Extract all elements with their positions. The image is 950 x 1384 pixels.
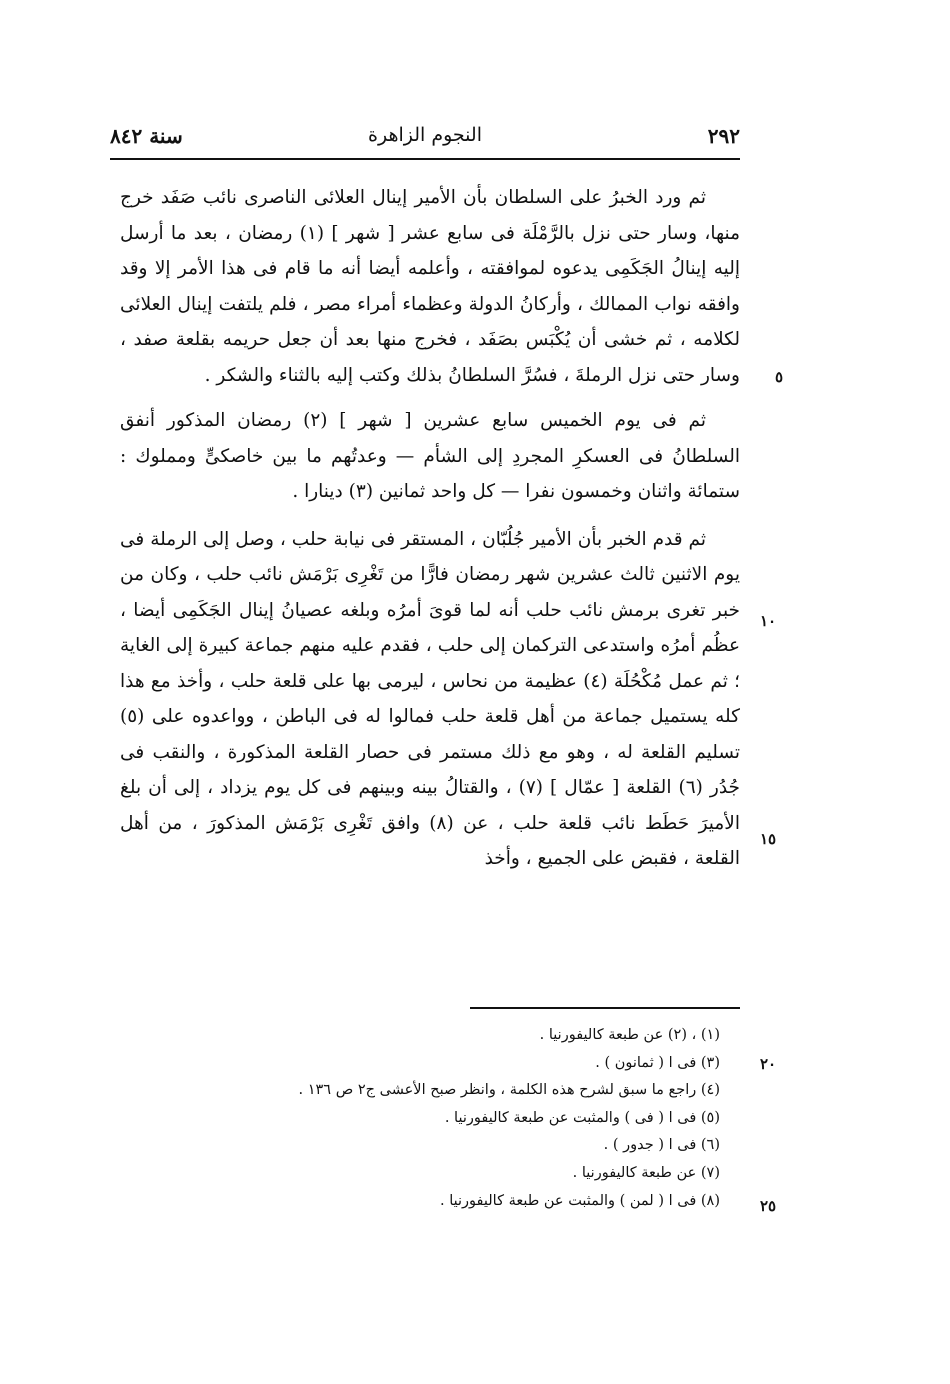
paragraph-1: ثم ورد الخبرُ على السلطان بأن الأمير إينال العلائى الناصرى نائب صَفَد خرج منها، وسار حتى نزل بالرَّمْلَة فى سابع عشر [ شهر ] (١) رمضان ، بعد ما أرسل إليه إينالُ الجَكَمِى يدعوه لموافقته ، وأعلمه أيضا أنه ما قام فى هذا الأمر إلا وقد وافقه نواب الممالك ، وأركانُ الدولة وعظماء أمراء مصر ، فلم يلتفت إينال العلائى لكلامه ، ثم خشى أن يُكْبَس بصَفَد ، فخرج منها بعد أن جعل حريمه بقلعة صفد ، وسار حتى نزل الرملةَ ، فسُرَّ السلطانُ بذلك وكتب إليه بالثناء والشكر . — [120, 187, 740, 386]
line-number-25: ٢٥ — [760, 1197, 777, 1215]
line-number-10: ١٠ — [760, 612, 777, 630]
footnote-item: (٣) فى ا ( ثمانون ) . — [595, 1054, 720, 1071]
footnote-item: (٥) فى ا ( فى ) والمثبت عن طبعة كاليفورنيا . — [444, 1109, 720, 1126]
header-rule — [110, 158, 740, 160]
footnotes — [180, 1022, 720, 1215]
main-text — [120, 180, 740, 877]
footnote-rule — [470, 1007, 740, 1009]
paragraph-3: ثم قدم الخبر بأن الأمير جُلُبّان ، المستقر فى نيابة حلب ، وصل إلى الرملة فى يوم الاثنين ثالث عشرين شهر رمضان فارًّا من تَغْرِى بَرْمَش نائب حلب ، وكان من خبر تغرى برمش نائب حلب أنه لما قوىَ أمرُه وبلغه عصيانُ إينال الجَكَمِى أيضا ، عظُم أمرُه واستدعى التركمان إلى حلب ، فقدم عليه منهم جماعة كبيرة إلى الغاية ؛ ثم عمل مُكْحُلَة (٤) عظيمة من نحاس ، ليرمى بها على قلعة حلب ، وأخذ مع هذا كله يستميل جماعة من أهل قلعة حلب فمالوا له فى الباطن ، وواعدوه على (٥) تسليم القلعة له ، وهو مع ذلك مستمر فى حصار القلعة المذكورة ، والنقب فى جُدُر (٦) القلعة [ عمّال ] (٧) ، والقتالُ بينه وبينهم فى كل يوم يزداد ، إلى أن بلغ الأميرَ حَطَط نائب قلعة حلب ، عن (٨) وافق تَغْرِى بَرْمَش المذكورَ ، من أهل القلعة ، فقبض على الجميع ، وأخذ — [120, 528, 741, 869]
book-title: النجوم الزاهرة — [368, 124, 482, 146]
footnote-item: (٤) راجع ما سبق لشرح هذه الكلمة ، وانظر صبح الأعشى ج٢ ص ١٣٦ . — [298, 1082, 720, 1099]
line-number-5: ٥ — [775, 368, 784, 386]
page-number: ٢٩٢ — [707, 124, 740, 148]
line-number-20: ٢٠ — [760, 1055, 777, 1073]
paragraph-2: ثم فى يوم الخميس سابع عشرين [ شهر ] (٢) رمضان المذكور أنفق السلطانُ فى العسكرِ المجردِ إلى الشأم — وعدتُهم ما بين خاصكىٍّ ومملوك : ستمائة واثنان وخمسون نفرا — كل واحد ثمانين (٣) دينارا . — [120, 410, 740, 502]
footnote-item: (٦) فى ا ( جدور ) . — [603, 1137, 720, 1154]
footnote-item: (١) ، (٢) عن طبعة كاليفورنيا . — [539, 1027, 720, 1043]
year-label: سنة ٨٤٢ — [110, 124, 183, 148]
line-number-15: ١٥ — [760, 830, 777, 848]
footnote-item: (٧) عن طبعة كاليفورنيا . — [572, 1164, 720, 1181]
footnote-item: (٨) فى ا ( لمن ) والمثبت عن طبعة كاليفورنيا . — [440, 1192, 720, 1209]
running-header — [110, 118, 740, 158]
